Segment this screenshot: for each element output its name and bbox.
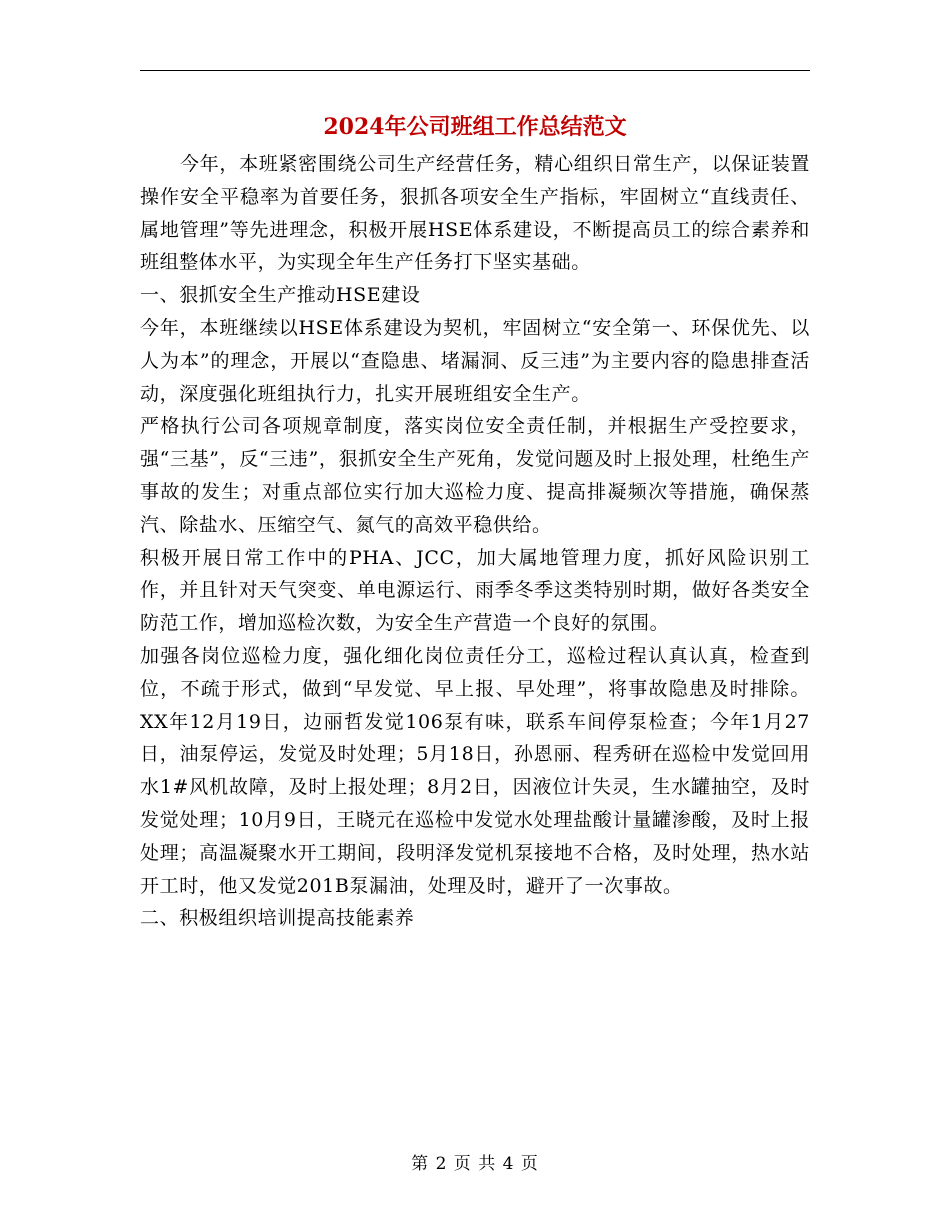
header-rule <box>140 70 810 71</box>
body-paragraph: 严格执行公司各项规章制度，落实岗位安全责任制，并根据生产受控要求，强“三基”，反“三违”，狠抓安全生产死角，发觉问题及时上报处理，杜绝生产事故的发生；对重点部位实行加大巡检力度、提高排凝频次等措施，确保蒸汽、除盐水、压缩空气、氮气的高效平稳供给。 <box>140 415 810 536</box>
section-heading-2: 二、积极组织培训提高技能素养 <box>140 907 415 930</box>
body-paragraph: 加强各岗位巡检力度，强化细化岗位责任分工，巡检过程认真认真，检查到位，不疏于形式，做到“早发觉、早上报、早处理”，将事故隐患及时排除。XX年12月19日，边丽哲发觉106泵有味，联系车间停泵检查；今年1月27日，油泵停运，发觉及时处理；5月18日，孙恩丽、程秀研在巡检中发觉回用水1#风机故障，及时上报处理；8月2日，因液位计失灵，生水罐抽空，及时发觉处理；10月9日，王晓元在巡检中发觉水处理盐酸计量罐渗酸，及时上报处理；高温凝聚水开工期间，段明泽发觉机泵接地不合格，及时处理，热水站开工时，他又发觉201B泵漏油，处理及时，避开了一次事故。 <box>140 644 810 897</box>
document-title: 2024年公司班组工作总结范文 <box>323 114 627 140</box>
document-body <box>140 148 810 935</box>
intro-paragraph: 今年，本班紧密围绕公司生产经营任务，精心组织日常生产，以保证装置操作安全平稳率为首要任务，狠抓各项安全生产指标，牢固树立“直线责任、属地管理”等先进理念，积极开展HSE体系建设，不断提高员工的综合素养和班组整体水平，为实现全年生产任务打下坚实基础。 <box>140 153 810 274</box>
body-paragraph: 积极开展日常工作中的PHA、JCC，加大属地管理力度，抓好风险识别工作，并且针对天气突变、单电源运行、雨季冬季这类特别时期，做好各类安全防范工作，增加巡检次数，为安全生产营造一个良好的氛围。 <box>140 546 810 635</box>
body-paragraph: 今年，本班继续以HSE体系建设为契机，牢固树立“安全第一、环保优先、以人为本”的理念，开展以“查隐患、堵漏洞、反三违”为主要内容的隐患排查活动，深度强化班组执行力，扎实开展班组安全生产。 <box>140 316 810 405</box>
page-number: 第 2 页 共 4 页 <box>411 1154 539 1174</box>
section-heading-1: 一、狠抓安全生产推动HSE建设 <box>140 284 421 307</box>
